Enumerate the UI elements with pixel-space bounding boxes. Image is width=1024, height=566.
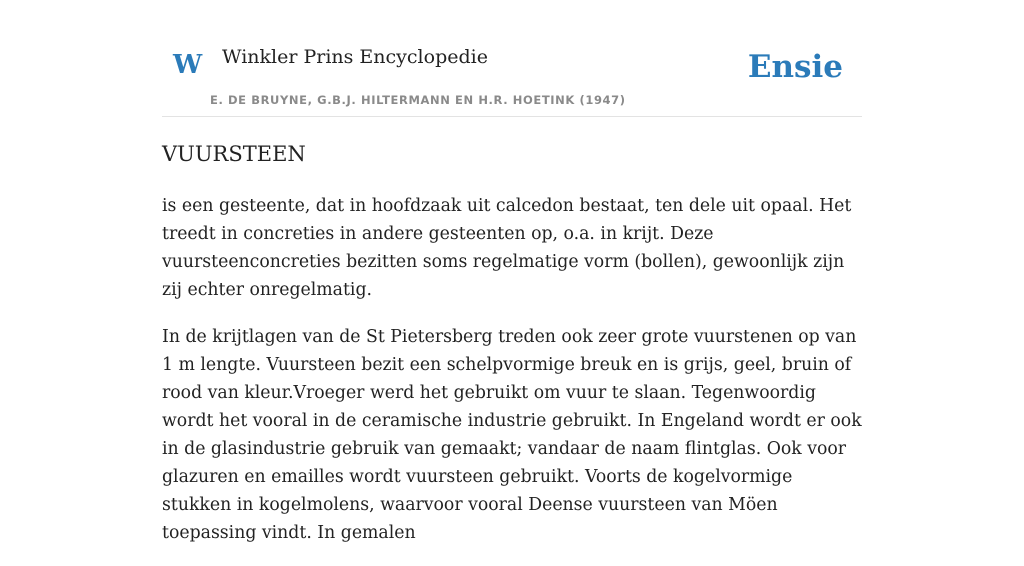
- article-title: VUURSTEEN: [162, 142, 306, 166]
- article-body: [162, 192, 862, 566]
- publication-header: [162, 0, 862, 117]
- brand-logo[interactable]: Ensie: [747, 49, 843, 85]
- publication-title[interactable]: Winkler Prins Encyclopedie: [222, 46, 488, 68]
- article-paragraph: is een gesteente, dat in hoofdzaak uit calcedon bestaat, ten dele uit opaal. Het treedt in concreties in andere gesteenten op, o.a. in krijt. Deze vuursteenconcreties bezitten soms regelmatige vorm (bollen), gewoonlijk zijn zij echter onregelmatig.: [162, 196, 852, 300]
- publication-authors: E. DE BRUYNE, G.B.J. HILTERMANN EN H.R. HOETINK (1947): [210, 93, 626, 107]
- publication-logo[interactable]: W: [173, 50, 203, 80]
- article-paragraph: In de krijtlagen van de St Pietersberg treden ook zeer grote vuurstenen op van 1 m lengte. Vuursteen bezit een schelpvormige breuk en is grijs, geel, bruin of rood van kleur.Vroeger werd het gebruikt om vuur te slaan. Tegenwoordig wordt het vooral in de ceramische industrie gebruikt. In Engeland wordt er ook in de glasindustrie gebruik van gemaakt; vandaar de naam flintglas. Ook voor glazuren en emailles wordt vuursteen gebruikt. Voorts de kogelvormige stukken in kogelmolens, waarvoor vooral Deense vuursteen van Möen toepassing vindt. In gemalen: [162, 327, 862, 543]
